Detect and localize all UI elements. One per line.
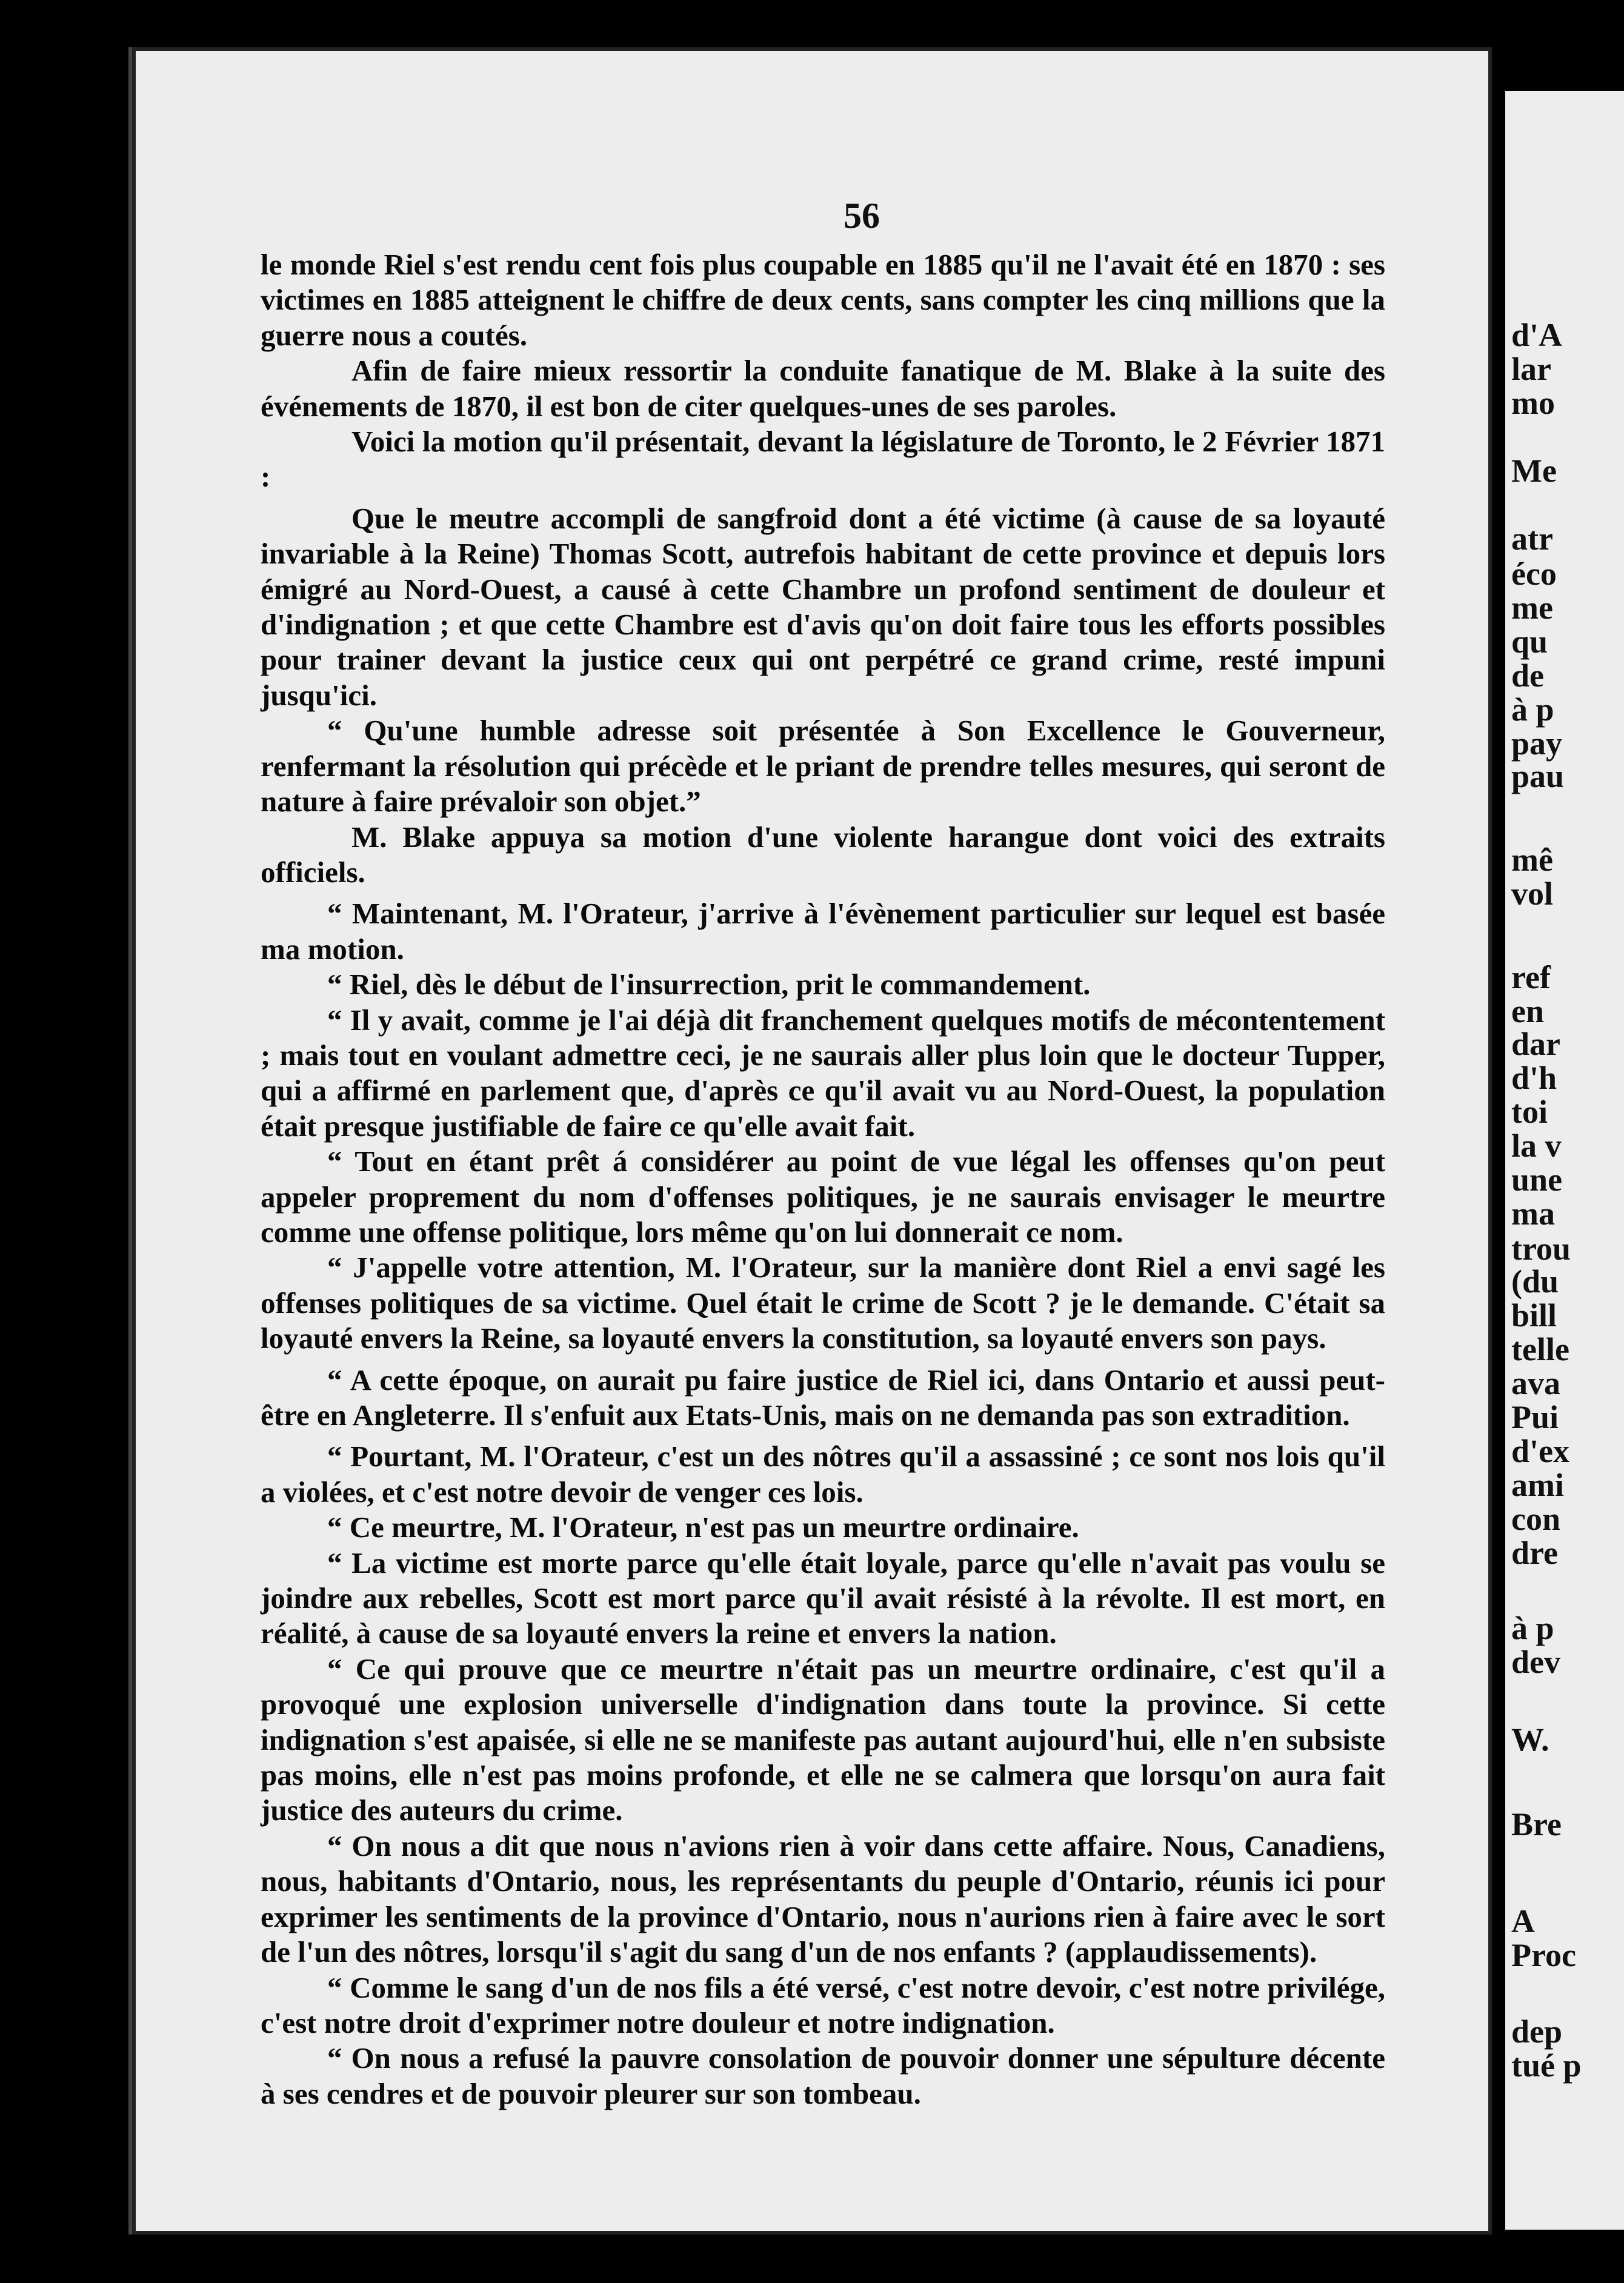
facing-fragment: une <box>1511 1161 1563 1198</box>
page-body-text <box>261 247 1385 2112</box>
paragraph-14: “ Ce meurtre, M. l'Orateur, n'est pas un meurtre ordinaire. <box>327 1510 1079 1544</box>
facing-fragment: éco <box>1511 556 1557 592</box>
facing-fragment: W. <box>1511 1721 1549 1758</box>
paragraph-11: “ J'appelle votre attention, M. l'Orateur, sur la manière dont Riel a envi sagé les offenses politiques de sa victime. Quel était le crime de Scott ? je le demande. C'était sa loyauté envers la Reine, sa loyauté envers la constitution, sa loyauté envers son pays. <box>261 1251 1385 1355</box>
facing-fragment: trou <box>1511 1231 1571 1267</box>
paragraph-9: “ Il y avait, comme je l'ai déjà dit franchement quelques motifs de mécontentement ; mais tout en voulant admettre ceci, je ne saurais aller plus loin que le docteur Tupper, qui a affirmé en parlement que, d'après ce qu'il avait vu au Nord-Ouest, la population était presque justifiable de faire ce qu'elle avait fait. <box>261 1003 1385 1143</box>
facing-fragment: dep <box>1511 2013 1563 2050</box>
facing-fragment: tué p <box>1511 2047 1582 2084</box>
facing-fragment: la v <box>1511 1128 1562 1164</box>
page-number: 56 <box>844 196 880 236</box>
facing-fragment: Proc <box>1511 1937 1576 1973</box>
facing-fragment: bill <box>1511 1297 1557 1334</box>
facing-fragment: à p <box>1511 1610 1554 1646</box>
facing-fragment: atr <box>1511 520 1553 557</box>
paragraph-1: le monde Riel s'est rendu cent fois plus coupable en 1885 qu'il ne l'avait été en 1870 : ses victimes en 1885 atteignent le chiffre de deux cents, sans compter les cinq millions que la guerre nous a coutés. <box>261 248 1385 352</box>
facing-fragment: ami <box>1511 1467 1564 1503</box>
paragraph-2: Afin de faire mieux ressortir la conduite fanatique de M. Blake à la suite des événements de 1870, il est bon de citer quelques-unes de ses paroles. <box>261 354 1385 423</box>
facing-fragment: con <box>1511 1501 1560 1537</box>
facing-fragment: dev <box>1511 1644 1560 1680</box>
facing-fragment: (du <box>1511 1263 1559 1300</box>
facing-fragment: toi <box>1511 1094 1548 1130</box>
facing-fragment: d'ex <box>1511 1433 1570 1469</box>
paragraph-8: “ Riel, dès le début de l'insurrection, prit le commandement. <box>327 968 1091 1002</box>
facing-fragment: vol <box>1511 876 1554 912</box>
facing-fragment: de <box>1511 657 1544 694</box>
facing-page-edge <box>1505 91 1624 2230</box>
facing-fragment: à p <box>1511 691 1554 728</box>
paragraph-7: “ Maintenant, M. l'Orateur, j'arrive à l'évènement particulier sur lequel est basée ma motion. <box>261 897 1385 966</box>
paragraph-5: “ Qu'une humble adresse soit présentée à Son Excellence le Gouverneur, renfermant la résolution qui précède et le priant de prendre telles mesures, qui seront de nature à faire prévaloir son objet.” <box>261 714 1385 819</box>
facing-fragment: dre <box>1511 1535 1558 1571</box>
paragraph-16: “ Ce qui prouve que ce meurtre n'était pas un meurtre ordinaire, c'est qu'il a provoqué une explosion universelle d'indignation dans toute la province. Si cette indignation s'est apaisée, si elle ne se manifeste pas autant aujourd'hui, elle n'en subsiste pas moins, elle n'est pas moins profonde, et elle ne se calmera que lorsqu'on aura fait justice des auteurs du crime. <box>261 1652 1385 1827</box>
facing-fragment: ref <box>1511 959 1551 995</box>
paragraph-4: Que le meutre accompli de sangfroid dont a été victime (à cause de sa loyauté invariable à la Reine) Thomas Scott, autrefois habitant de cette province et depuis lors émigré au Nord-Ouest, a causé à cette Chambre un profond sentiment de douleur et d'indignation ; et que cette Chambre est d'avis qu'on doit faire tous les efforts possibles pour trainer devant la justice ceux qui ont perpétré ce grand crime, resté impuni jusqu'ici. <box>261 501 1385 712</box>
facing-fragment: A <box>1511 1903 1535 1939</box>
facing-fragment: mê <box>1511 842 1553 878</box>
facing-fragment: me <box>1511 590 1553 626</box>
facing-fragment: d'A <box>1511 317 1563 353</box>
facing-fragment: qu <box>1511 623 1548 660</box>
paragraph-17: “ On nous a dit que nous n'avions rien à voir dans cette affaire. Nous, Canadiens, nous, habitants d'Ontario, nous, les représentants du peuple d'Ontario, réunis ici pour exprimer les sentiments de la province d'Ontario, nous n'aurions rien à faire avec le sort de l'un des nôtres, lorsqu'il s'agit du sang d'un de nos enfants ? (applaudissements). <box>261 1829 1385 1969</box>
paragraph-15: “ La victime est morte parce qu'elle était loyale, parce qu'elle n'avait pas voulu se joindre aux rebelles, Scott est mort parce qu'il avait résisté à la révolte. Il est mort, en réalité, à cause de sa loyauté envers la reine et envers la nation. <box>261 1546 1385 1650</box>
facing-fragment: ava <box>1511 1365 1560 1401</box>
paragraph-19: “ On nous a refusé la pauvre consolation de pouvoir donner une sépulture décente à ses cendres et de pouvoir pleurer sur son tombeau. <box>261 2041 1385 2110</box>
facing-fragment: mo <box>1511 385 1555 421</box>
facing-fragment: Bre <box>1511 1806 1562 1843</box>
paragraph-10: “ Tout en étant prêt á considérer au point de vue légal les offenses qu'on peut appeler proprement du nom d'offenses politiques, je ne saurais envisager le meurtre comme une offense politique, lors même qu'on lui donnerait ce nom. <box>261 1145 1385 1249</box>
facing-fragment: Pui <box>1511 1399 1559 1435</box>
facing-fragment: Me <box>1511 453 1557 489</box>
paragraph-3: Voici la motion qu'il présentait, devant la législature de Toronto, le 2 Février 1871 : <box>261 425 1385 494</box>
facing-fragment: pau <box>1511 758 1565 794</box>
paragraph-12: “ A cette époque, on aurait pu faire justice de Riel ici, dans Ontario et aussi peut-être en Angleterre. Il s'enfuit aux Etats-Unis, mais on ne demanda pas son extradition. <box>261 1363 1385 1432</box>
paragraph-13: “ Pourtant, M. l'Orateur, c'est un des nôtres qu'il a assassiné ; ce sont nos lois qu'il a violées, et c'est notre devoir de venger ces lois. <box>261 1440 1385 1509</box>
facing-fragment: lar <box>1511 351 1551 387</box>
facing-fragment: ma <box>1511 1195 1555 1232</box>
paragraph-18: “ Comme le sang d'un de nos fils a été versé, c'est notre devoir, c'est notre privilége, c'est notre droit d'exprimer notre douleur et notre indignation. <box>261 1970 1385 2039</box>
facing-fragment: d'h <box>1511 1060 1557 1096</box>
paragraph-6: M. Blake appuya sa motion d'une violente harangue dont voici des extraits officiels. <box>261 820 1385 889</box>
facing-fragment: pay <box>1511 725 1563 762</box>
facing-fragment: telle <box>1511 1331 1569 1367</box>
facing-fragment: dar <box>1511 1026 1560 1062</box>
facing-fragment: en <box>1511 993 1544 1029</box>
